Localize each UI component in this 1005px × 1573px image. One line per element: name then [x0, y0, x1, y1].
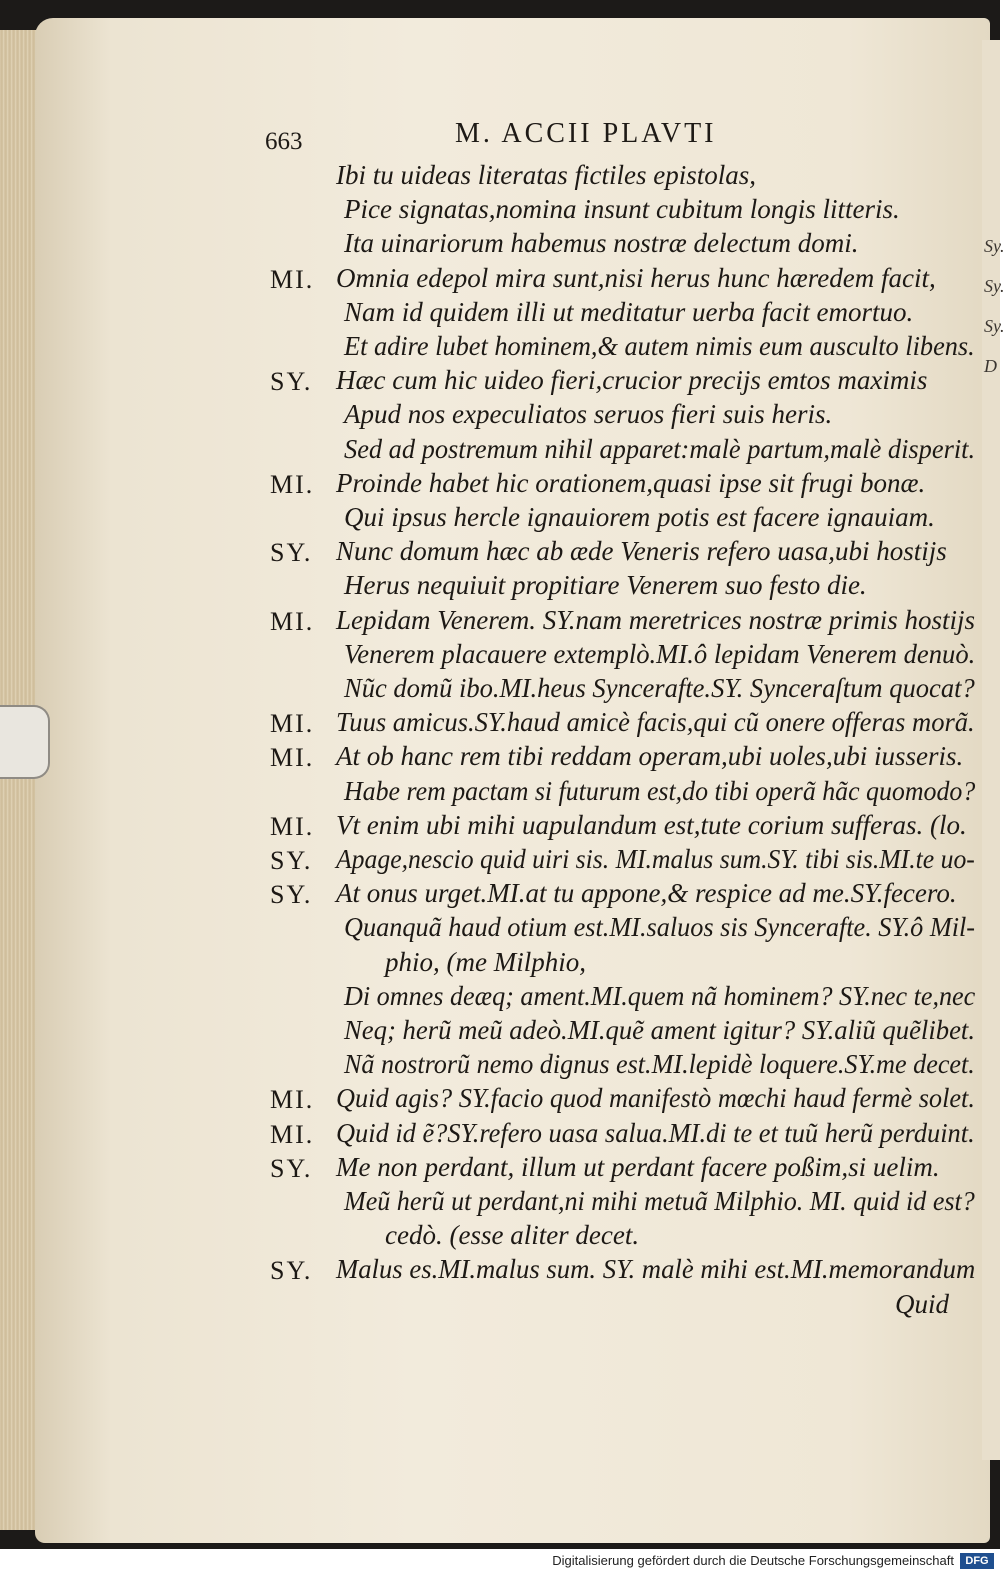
speaker-label: MI. [270, 606, 315, 636]
verse-line: Nã nostrorũ nemo dignus est.MI.lepidè loquere.SY.me decet. [344, 1049, 975, 1080]
speaker-label: MI. [270, 709, 315, 739]
verse-line: Qui ipsus hercle ignauiorem potis est facere ignauiam. [344, 502, 935, 532]
verse-line: Sed ad postremum nihil apparet:malè partum,malè disperit. [344, 433, 976, 464]
speaker-label: MI. [270, 469, 315, 499]
verse-line: Nunc domum hæc ab æde Veneris refero uasa,ubi hostijs [336, 536, 947, 567]
verse-line: Apud nos expeculiatos seruos fieri suis heris. [344, 399, 833, 430]
verse-line: Hæc cum hic uideo fieri,crucior precijs emtos maximis [336, 365, 928, 396]
verse-line: Quid [895, 1288, 949, 1319]
facing-page-fragments [984, 226, 1005, 386]
verse-line: Omnia edepol mira sunt,nisi herus hunc hæredem facit, [336, 262, 936, 293]
footer-bar [0, 1549, 1000, 1573]
verse-line: Malus es.MI.malus sum. SY. malè mihi est.MI.memorandum [336, 1254, 976, 1285]
verse-line: Neq; herũ meũ adeò.MI.quẽ ament igitur? SY.aliũ quẽlibet. [344, 1015, 976, 1045]
verse-line: At onus urget.MI.at tu appone,& respice ad me.SY.fecero. [336, 878, 957, 909]
speaker-label: MI. [270, 811, 315, 841]
verse-line: phio, (me Milphio, [385, 946, 586, 977]
speaker-label: MI. [270, 743, 315, 773]
verse-line: Lepidam Venerem. SY.nam meretrices nostræ primis hostijs [336, 604, 976, 635]
verse-line: Habe rem pactam si futurum est,do tibi operã hãc quomodo? [344, 775, 976, 806]
verse-line: Proinde habet hic orationem,quasi ipse sit frugi bonæ. [336, 467, 926, 498]
verse-line: Venerem placauere extemplò.MI.ô lepidam Venerem denuò. [344, 638, 976, 669]
verse-line: Pice signatas,nomina insunt cubitum longis litteris. [344, 194, 900, 225]
speaker-label: MI. [270, 264, 315, 294]
verse-line: Tuus amicus.SY.haud amicè facis,qui cũ onere offeras morã. [336, 707, 975, 738]
speaker-label: SY. [270, 1256, 313, 1286]
running-title: M. ACCII PLAVTI [455, 118, 717, 149]
verse-line: Nũc domũ ibo.MI.heus Syncerafte.SY. Synceraſtum quocat? [344, 673, 975, 703]
verse-line: Vt enim ubi mihi uapulandum est,tute corium sufferas. (lo. [336, 809, 967, 840]
verse-line: Meũ herũ ut perdant,ni mihi metuã Milphio. MI. quid id est? [344, 1186, 975, 1216]
verse-line: Quid id ẽ?SY.refero uasa salua.MI.di te et tuũ herũ perduint. [336, 1117, 975, 1148]
speaker-label: MI. [270, 1085, 315, 1115]
facing-page-fragment: Sy. [984, 236, 1005, 256]
verse-line: cedò. (esse aliter decet. [385, 1220, 640, 1251]
page-number: 663 [265, 128, 303, 155]
dfg-logo: DFG [960, 1553, 994, 1569]
funding-credit: Digitalisierung gefördert durch die Deutsche Forschungsgemeinschaft [552, 1553, 954, 1568]
verse-line: Apage,nescio quid uiri sis. MI.malus sum.SY. tibi sis.MI.te uo- [336, 844, 975, 874]
facing-page-fragment: D [984, 356, 997, 376]
speaker-label: SY. [270, 846, 313, 875]
verse-line: Herus nequiuit propitiare Venerem suo festo die. [344, 570, 867, 601]
verse-line: Quanquã haud otium est.MI.saluos sis Syncerafte. SY.ô Mil- [344, 912, 976, 943]
facing-page-fragment: Sy. [984, 276, 1005, 296]
verse-line: Quid agis? SY.facio quod manifestò mœchi haud fermè solet. [336, 1083, 975, 1114]
page-stack-edge [0, 30, 40, 1530]
speaker-label: SY. [270, 538, 313, 568]
verse-line: Ita uinariorum habemus nostræ delectum domi. [344, 228, 859, 259]
verse-line: Nam id quidem illi ut meditatur uerba facit emortuo. [344, 296, 914, 327]
speaker-label: SY. [270, 367, 313, 397]
speaker-label: SY. [270, 880, 313, 910]
verse-line: Et adire lubet hominem,& autem nimis eum ausculto libens. [344, 331, 975, 361]
verse-line: Di omnes deæq; ament.MI.quem nã hominem? SY.nec te,nec [344, 980, 976, 1011]
page-clip [0, 705, 50, 779]
verse-line: At ob hanc rem tibi reddam operam,ubi uoles,ubi iusseris. [336, 741, 964, 772]
verse-line: Ibi tu uideas literatas fictiles epistolas, [336, 160, 756, 190]
speaker-label: SY. [270, 1153, 313, 1183]
verse-line: Me non perdant, illum ut perdant facere poßim,si uelim. [336, 1151, 940, 1182]
speaker-label: MI. [270, 1119, 315, 1149]
facing-page-fragment: Sy. [984, 316, 1005, 336]
